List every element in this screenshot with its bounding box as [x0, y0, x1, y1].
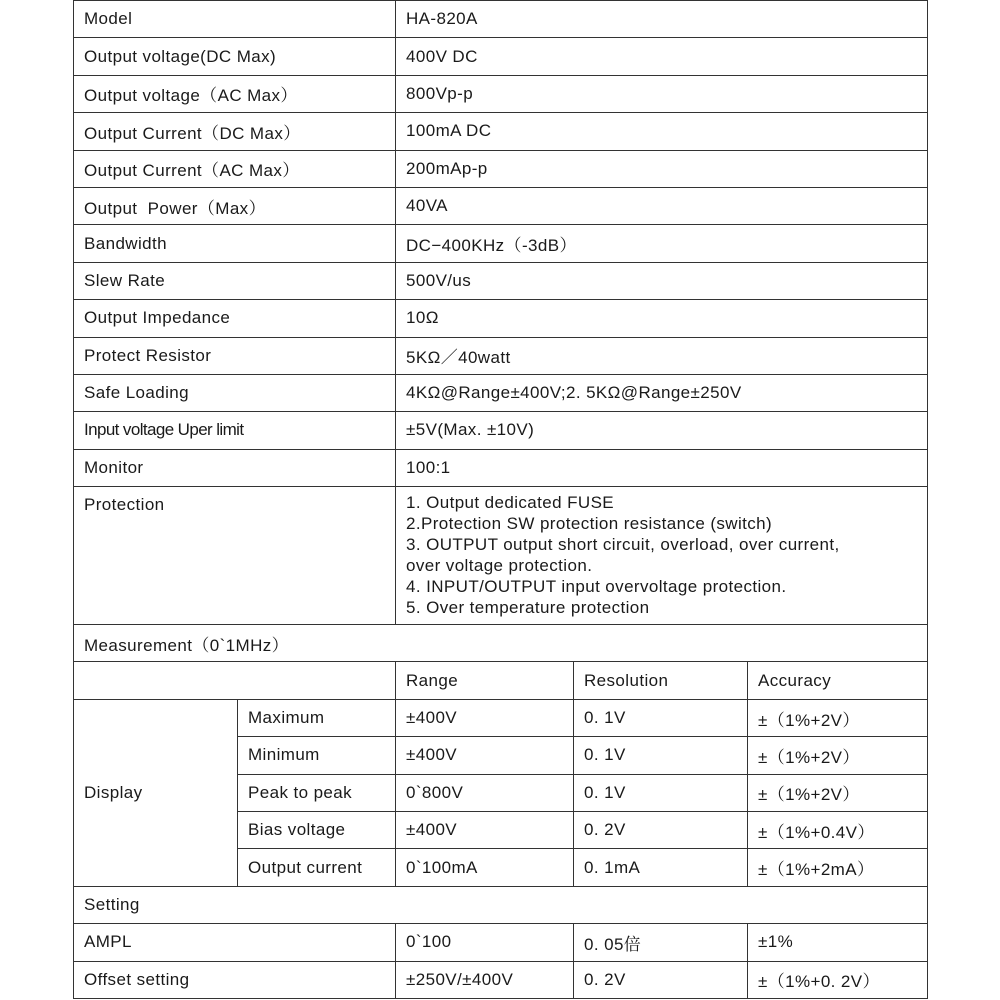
measurement-range: ±400V [396, 699, 574, 736]
setting-name: AMPL [74, 924, 396, 961]
measurement-header-row [74, 662, 928, 699]
measurement-name: Maximum [238, 699, 396, 736]
spec-label: Output Current（DC Max） [74, 113, 396, 150]
spec-row-output-current-ac [74, 150, 928, 187]
spec-row-output-voltage-ac [74, 75, 928, 112]
spec-row-monitor [74, 449, 928, 486]
measurement-resolution: 0. 1V [574, 699, 748, 736]
measurement-name: Output current [238, 849, 396, 886]
spec-value: ±5V(Max. ±10V) [396, 412, 928, 449]
spec-value: 400V DC [396, 38, 928, 75]
spec-row-output-impedance [74, 300, 928, 337]
spec-row-output-current-dc [74, 113, 928, 150]
spec-table [73, 0, 928, 999]
protection-item: 1. Output dedicated FUSE [406, 493, 615, 513]
spec-label: Output Current（AC Max） [74, 150, 396, 187]
spec-row-bandwidth [74, 225, 928, 262]
measurement-range: 0`800V [396, 774, 574, 811]
protection-item: over voltage protection. [406, 556, 593, 576]
measurement-range: 0`100mA [396, 849, 574, 886]
header-accuracy: Accuracy [748, 662, 928, 699]
measurement-resolution: 0. 1mA [574, 849, 748, 886]
measurement-accuracy: ±（1%+0.4V） [748, 812, 928, 849]
header-resolution: Resolution [574, 662, 748, 699]
spec-value: 40VA [396, 187, 928, 224]
measurement-range: ±400V [396, 737, 574, 774]
measurement-name: Bias voltage [238, 812, 396, 849]
display-group-label: Display [74, 699, 238, 886]
measurement-title-row [74, 625, 928, 662]
measurement-resolution: 0. 1V [574, 774, 748, 811]
spec-row-model [74, 1, 928, 38]
spec-label: Protect Resistor [74, 337, 396, 374]
spec-label: Output voltage（AC Max） [74, 75, 396, 112]
setting-resolution: 0. 05倍 [574, 924, 748, 961]
setting-accuracy: ±（1%+0. 2V） [748, 961, 928, 998]
setting-title: Setting [74, 886, 928, 923]
spec-label: Output Power（Max） [74, 187, 396, 224]
spec-value: 100mA DC [396, 113, 928, 150]
setting-range: ±250V/±400V [396, 961, 574, 998]
measurement-row-maximum [74, 699, 928, 736]
spec-row-output-power [74, 187, 928, 224]
spec-value: 4KΩ@Range±400V;2. 5KΩ@Range±250V [396, 374, 928, 411]
setting-title-row [74, 886, 928, 923]
spec-row-input-voltage-limit [74, 412, 928, 449]
protection-item: 5. Over temperature protection [406, 598, 650, 618]
protection-item: 4. INPUT/OUTPUT input overvoltage protection. [406, 577, 787, 597]
measurement-range: ±400V [396, 812, 574, 849]
measurement-resolution: 0. 1V [574, 737, 748, 774]
spec-label: Output voltage(DC Max) [74, 38, 396, 75]
spec-label: Output Impedance [74, 300, 396, 337]
measurement-accuracy: ±（1%+2mA） [748, 849, 928, 886]
measurement-name: Minimum [238, 737, 396, 774]
header-blank [74, 662, 396, 699]
spec-row-output-voltage-dc [74, 38, 928, 75]
measurement-title: Measurement（0`1MHz） [74, 625, 928, 662]
spec-value: 5KΩ／40watt [396, 337, 928, 374]
spec-value: 10Ω [396, 300, 928, 337]
spec-label: Model [74, 1, 396, 38]
spec-value: 100:1 [396, 449, 928, 486]
spec-row-safe-loading [74, 374, 928, 411]
measurement-resolution: 0. 2V [574, 812, 748, 849]
setting-row-offset [74, 961, 928, 998]
setting-name: Offset setting [74, 961, 396, 998]
protection-list [396, 487, 928, 625]
setting-range: 0`100 [396, 924, 574, 961]
spec-label: Slew Rate [74, 262, 396, 299]
spec-value: 200mAp-p [396, 150, 928, 187]
setting-accuracy: ±1% [748, 924, 928, 961]
spec-label: Input voltage Uper limit [74, 412, 396, 449]
header-range: Range [396, 662, 574, 699]
measurement-name: Peak to peak [238, 774, 396, 811]
spec-value: 500V/us [396, 262, 928, 299]
measurement-accuracy: ±（1%+2V） [748, 699, 928, 736]
measurement-accuracy: ±（1%+2V） [748, 737, 928, 774]
spec-label: Protection [74, 487, 396, 625]
setting-resolution: 0. 2V [574, 961, 748, 998]
spec-label: Monitor [74, 449, 396, 486]
spec-value: DC−400KHz（-3dB） [396, 225, 928, 262]
spec-row-protection [74, 487, 928, 625]
spec-label: Safe Loading [74, 374, 396, 411]
spec-row-protect-resistor [74, 337, 928, 374]
spec-value: HA-820A [396, 1, 928, 38]
spec-label: Bandwidth [74, 225, 396, 262]
spec-value: 800Vp-p [396, 75, 928, 112]
protection-item: 3. OUTPUT output short circuit, overload, over current, [406, 535, 840, 555]
setting-row-ampl [74, 924, 928, 961]
spec-row-slew-rate [74, 262, 928, 299]
measurement-accuracy: ±（1%+2V） [748, 774, 928, 811]
protection-item: 2.Protection SW protection resistance (switch) [406, 514, 773, 534]
